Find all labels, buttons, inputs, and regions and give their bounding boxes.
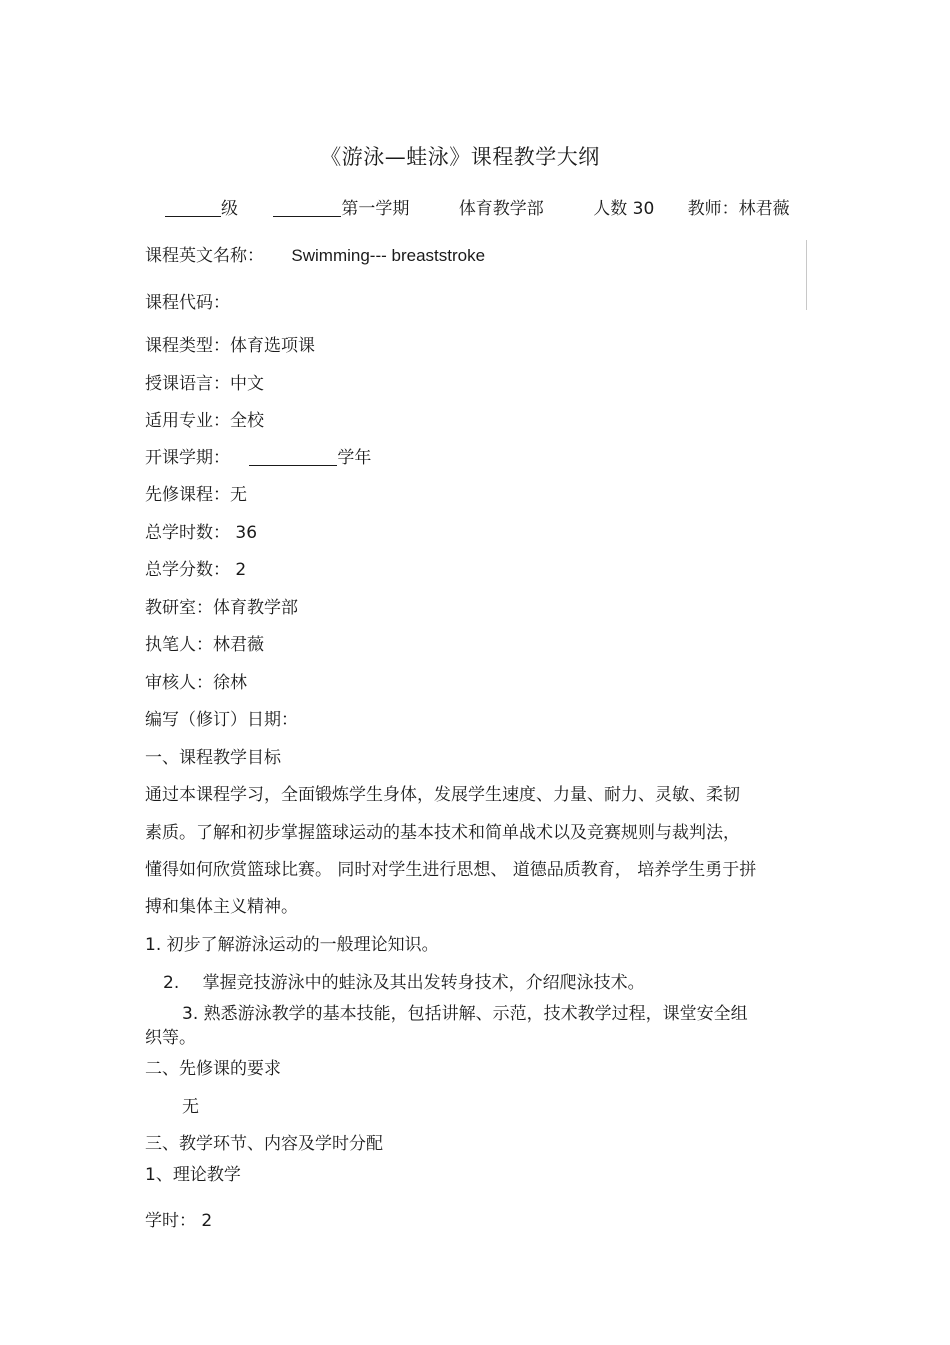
objective-item-2-number: 2. bbox=[163, 973, 180, 993]
course-type: 课程类型：体育选项课 bbox=[145, 336, 315, 356]
grade-blank bbox=[165, 198, 221, 217]
term-blank bbox=[249, 447, 337, 466]
term-suffix: 学年 bbox=[337, 448, 372, 468]
section2-content: 无 bbox=[182, 1097, 199, 1117]
section3-heading: 三、教学环节、内容及学时分配 bbox=[145, 1134, 383, 1154]
section1-line1: 通过本课程学习，全面锻炼学生身体，发展学生速度、力量、耐力、灵敏、柔韧 bbox=[145, 785, 740, 805]
english-name-field bbox=[145, 241, 485, 266]
section1-line3: 懂得如何欣赏篮球比赛。 同时对学生进行思想、 道德品质教育， 培养学生勇于拼 bbox=[145, 860, 757, 880]
department-label: 体育教学部 bbox=[458, 199, 544, 219]
section3-hours: 学时： 2 bbox=[145, 1211, 213, 1231]
year-blank bbox=[273, 198, 341, 217]
objective-item-2 bbox=[163, 968, 645, 993]
revision-date: 编写（修订）日期： bbox=[145, 710, 298, 730]
author: 执笔人：林君薇 bbox=[145, 635, 264, 655]
applicable-major: 适用专业：全校 bbox=[145, 411, 264, 431]
objective-item-3-line1: 3. 熟悉游泳教学的基本技能，包括讲解、示范，技术教学过程，课堂安全组 bbox=[182, 1004, 748, 1024]
english-name-label: 课程英文名称： bbox=[145, 246, 264, 266]
total-credits: 总学分数： 2 bbox=[145, 560, 247, 580]
course-header-line bbox=[165, 194, 790, 219]
term-field bbox=[145, 443, 371, 468]
section1-line2: 素质。了解和初步掌握篮球运动的基本技术和简单战术以及竞赛规则与裁判法， bbox=[145, 823, 740, 843]
teaching-language: 授课语言：中文 bbox=[145, 374, 264, 394]
total-hours: 总学时数： 36 bbox=[145, 523, 258, 543]
objective-item-1: 1. 初步了解游泳运动的一般理论知识。 bbox=[145, 935, 439, 955]
prerequisite-course: 先修课程：无 bbox=[145, 485, 247, 505]
teacher-label: 教师：林君薇 bbox=[687, 199, 790, 219]
table-border-line bbox=[806, 240, 807, 310]
objective-item-3-line2: 织等。 bbox=[145, 1028, 196, 1048]
section3-subheading: 1、理论教学 bbox=[145, 1165, 241, 1185]
semester-label: 第一学期 bbox=[341, 199, 410, 219]
grade-suffix: 级 bbox=[221, 199, 238, 219]
teaching-office: 教研室：体育教学部 bbox=[145, 598, 298, 618]
objective-item-2-text: 掌握竞技游泳中的蛙泳及其出发转身技术，介绍爬泳技术。 bbox=[202, 973, 645, 993]
term-label: 开课学期： bbox=[145, 448, 230, 468]
student-count: 人数 30 bbox=[593, 199, 655, 219]
document-title: 《游泳—蛙泳》课程教学大纲 bbox=[320, 145, 600, 169]
section2-heading: 二、先修课的要求 bbox=[145, 1059, 281, 1079]
section1-line4: 搏和集体主义精神。 bbox=[145, 897, 298, 917]
reviewer: 审核人：徐林 bbox=[145, 673, 247, 693]
english-name-value: Swimming--- breaststroke bbox=[291, 246, 486, 265]
course-code-label: 课程代码： bbox=[145, 293, 230, 313]
section1-heading: 一、课程教学目标 bbox=[145, 748, 281, 768]
